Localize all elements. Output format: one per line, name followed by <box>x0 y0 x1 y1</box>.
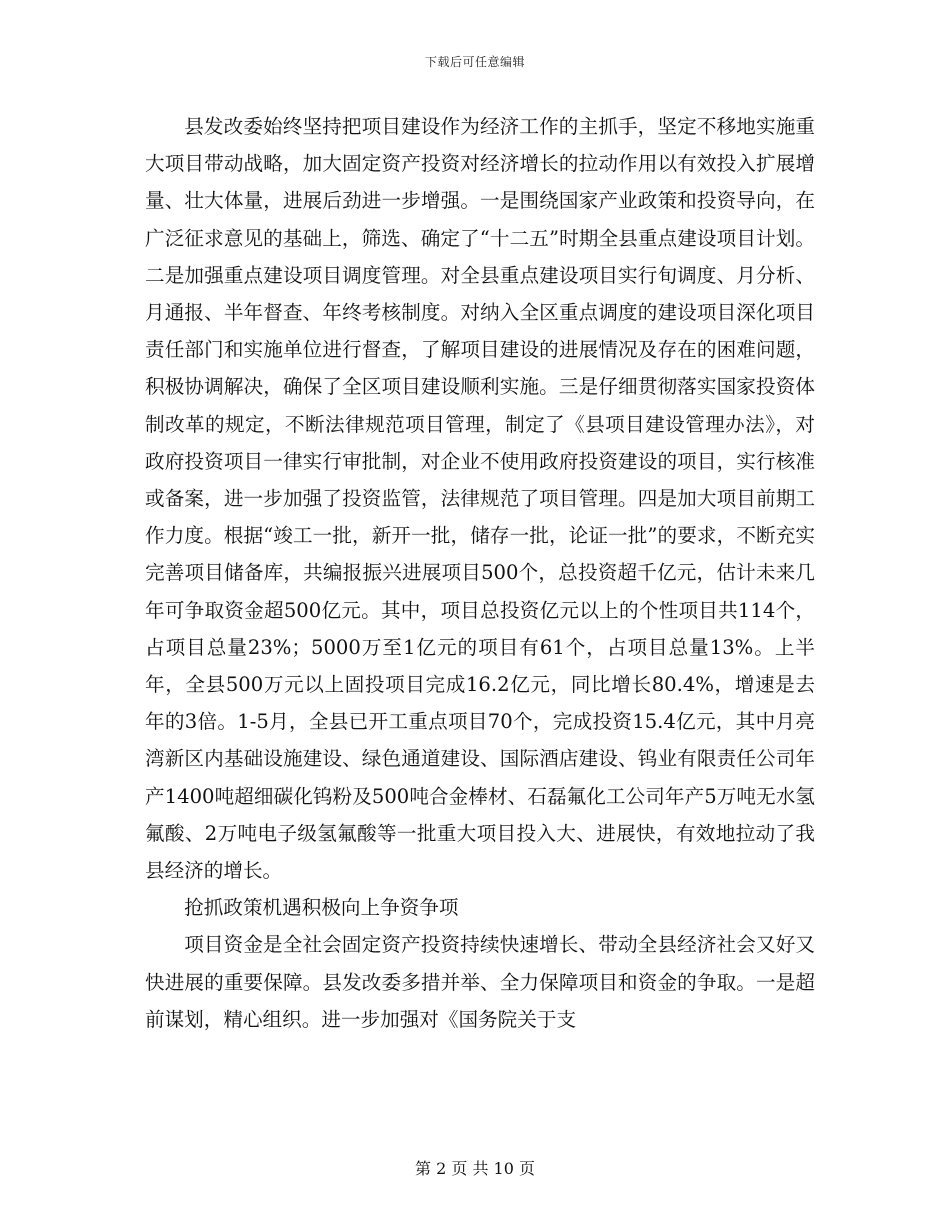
document-body <box>145 108 815 1038</box>
page-footer: 第 2 页 共 10 页 <box>415 1159 535 1178</box>
page-header: 下载后可任意编辑 <box>424 55 525 69</box>
paragraph-project-construction: 县发改委始终坚持把项目建设作为经济工作的主抓手，坚定不移地实施重大项目带动战略，加大固定资产投资对经济增长的拉动作用以有效投入扩展增量、壮大体量，进展后劲进一步增强。一是围绕国家产业政策和投资导向，在广泛征求意见的基础上，筛选、确定了“十二五”时期全县重点建设项目计划。二是加强重点建设项目调度管理。对全县重点建设项目实行旬调度、月分析、月通报、半年督查、年终考核制度。对纳入全区重点调度的建设项目深化项目责任部门和实施单位进行督查，了解项目建设的进展情况及存在的困难问题，积极协调解决，确保了全区项目建设顺利实施。三是仔细贯彻落实国家投资体制改革的规定，不断法律规范项目管理，制定了《县项目建设管理办法》，对政府投资项目一律实行审批制，对企业不使用政府投资建设的项目，实行核准或备案，进一步加强了投资监管，法律规范了项目管理。四是加大项目前期工作力度。根据“竣工一批，新开一批，储存一批，论证一批”的要求，不断充实完善项目储备库，共编报振兴进展项目500个，总投资超千亿元，估计未来几年可争取资金超500亿元。其中，项目总投资亿元以上的个性项目共114个，占项目总量23%；5000万至1亿元的项目有61个，占项目总量13%。上半年，全县500万元以上固投项目完成16.2亿元，同比增长80.4%，增速是去年的3倍。1-5月，全县已开工重点项目70个，完成投资15.4亿元，其中月亮湾新区内基础设施建设、绿色通道建设、国际酒店建设、钨业有限责任公司年产1400吨超细碳化钨粉及500吨合金棒材、石磊氟化工公司年产5万吨无水氢氟酸、2万吨电子级氢氟酸等一批重大项目投入大、进展快，有效地拉动了我县经济的增长。 <box>145 115 815 883</box>
section-heading-policy-funding: 抢抓政策机遇积极向上争资争项 <box>184 896 459 920</box>
paragraph-project-funding: 项目资金是全社会固定资产投资持续快速增长、带动全县经济社会又好又快进展的重要保障。县发改委多措并举、全力保障项目和资金的争取。一是超前谋划，精心组织。进一步加强对《国务院关于支 <box>145 933 815 1031</box>
